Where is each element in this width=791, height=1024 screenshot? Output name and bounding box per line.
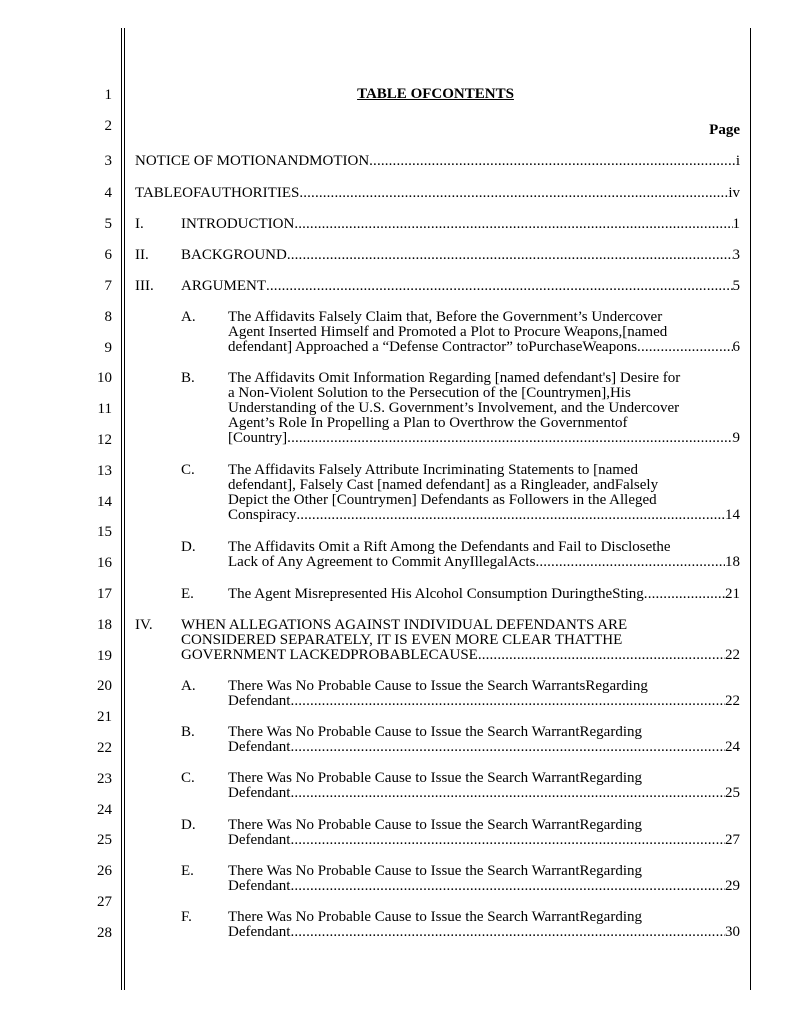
toc-entry-text: NOTICE OF MOTIONANDMOTION (135, 153, 370, 169)
line-number: 17 (97, 586, 112, 602)
toc-entry-line: Agent’s Role In Propelling a Plan to Overthrow the Governmentof (228, 415, 628, 431)
toc-entry-line: Depict the Other [Countrymen] Defendants as Followers in the Alleged (228, 492, 657, 508)
line-number: 15 (97, 524, 112, 540)
line-number: 13 (97, 463, 112, 479)
line-number: 21 (97, 709, 112, 725)
toc-entry-argument-c (228, 463, 740, 523)
toc-entry-notice (135, 154, 740, 169)
subsection-letter: A. (181, 678, 196, 694)
toc-entry-text: BACKGROUND (181, 247, 287, 263)
dot-leader (299, 186, 728, 201)
section-number: I. (135, 216, 144, 232)
line-number: 8 (104, 309, 112, 325)
line-number: 12 (97, 432, 112, 448)
toc-entry-line: Agent Inserted Himself and Promoted a Plot to Procure Weapons,[named (228, 324, 668, 340)
right-margin-rule (750, 28, 751, 990)
toc-entry-text: TABLEOFAUTHORITIES (135, 185, 300, 201)
toc-entry-text: INTRODUCTION (181, 216, 295, 232)
toc-entry-line: The Affidavits Omit Information Regarding [named defendant's] Desire for (228, 370, 681, 386)
subsection-letter: D. (181, 817, 196, 833)
dot-leader (294, 217, 732, 232)
toc-entry-line: The Affidavits Falsely Claim that, Before the Government’s Undercover (228, 309, 663, 325)
dot-leader (290, 925, 725, 940)
toc-entry-argument-d (228, 540, 740, 570)
toc-page-number: 21 (725, 586, 740, 602)
section-number: II. (135, 247, 149, 263)
line-number: 19 (97, 648, 112, 664)
toc-page-number: 22 (725, 693, 740, 709)
left-margin-rule-inner (124, 28, 125, 990)
toc-page-number: 24 (725, 739, 740, 755)
toc-entry-iv-f (228, 910, 740, 940)
dot-leader (287, 248, 733, 263)
dot-leader (535, 555, 725, 570)
toc-entry-text: Defendant (228, 878, 291, 894)
dot-leader (637, 340, 732, 355)
line-number: 25 (97, 832, 112, 848)
subsection-letter: B. (181, 724, 195, 740)
subsection-letter: C. (181, 462, 195, 478)
toc-entry-argument (181, 279, 740, 294)
toc-page-number: 3 (732, 247, 740, 263)
line-number: 18 (97, 617, 112, 633)
toc-entry-line: There Was No Probable Cause to Issue the Search WarrantRegarding (228, 909, 642, 925)
line-number: 28 (97, 925, 112, 941)
toc-entry-text: GOVERNMENT LACKEDPROBABLECAUSE (181, 647, 478, 663)
line-number: 14 (97, 494, 112, 510)
toc-page-number: 6 (732, 339, 740, 355)
toc-page-number: 25 (725, 785, 740, 801)
toc-entry-line: There Was No Probable Cause to Issue the Search WarrantsRegarding (228, 678, 648, 694)
toc-entry-line: The Affidavits Falsely Attribute Incriminating Statements to [named (228, 462, 639, 478)
section-number: III. (135, 278, 154, 294)
toc-entry-section-iv (181, 618, 740, 663)
line-number: 26 (97, 863, 112, 879)
toc-entry-line: a Non-Violent Solution to the Persecution of the [Countrymen],His (228, 385, 631, 401)
toc-page-number: 9 (732, 430, 740, 446)
toc-entry-text: defendant] Approached a “Defense Contractor” toPurchaseWeapons (228, 339, 638, 355)
subsection-letter: E. (181, 586, 194, 602)
toc-page-number: 30 (725, 924, 740, 940)
toc-entry-line: WHEN ALLEGATIONS AGAINST INDIVIDUAL DEFENDANTS ARE (181, 617, 628, 633)
toc-entry-text: Defendant (228, 739, 291, 755)
dot-leader (290, 786, 725, 801)
toc-page-number: 14 (725, 507, 740, 523)
section-number: IV. (135, 617, 153, 633)
dot-leader (266, 279, 733, 294)
toc-entry-iv-d (228, 818, 740, 848)
toc-entry-argument-e (228, 587, 740, 602)
dot-leader (296, 508, 725, 523)
toc-entry-argument-b (228, 371, 740, 446)
line-number: 5 (104, 216, 112, 232)
dot-leader (290, 694, 725, 709)
line-number: 9 (104, 340, 112, 356)
toc-entry-line: There Was No Probable Cause to Issue the Search WarrantRegarding (228, 724, 642, 740)
toc-entry-authorities (135, 186, 740, 201)
line-number: 6 (104, 247, 112, 263)
toc-entry-line: Understanding of the U.S. Government’s Involvement, and the Undercover (228, 400, 680, 416)
dot-leader (290, 833, 725, 848)
toc-entry-line: There Was No Probable Cause to Issue the Search WarrantRegarding (228, 770, 642, 786)
subsection-letter: E. (181, 863, 194, 879)
toc-entry-text: Defendant (228, 924, 291, 940)
dot-leader (290, 879, 725, 894)
line-number: 2 (104, 118, 112, 134)
line-number: 4 (104, 185, 112, 201)
subsection-letter: F. (181, 909, 192, 925)
toc-entry-line: There Was No Probable Cause to Issue the Search WarrantRegarding (228, 863, 642, 879)
toc-entry-text: ARGUMENT (181, 278, 266, 294)
toc-entry-text: Defendant (228, 785, 291, 801)
line-number: 1 (104, 87, 112, 103)
dot-leader (290, 740, 725, 755)
dot-leader (369, 154, 736, 169)
toc-entry-introduction (181, 217, 740, 232)
toc-entry-argument-a (228, 310, 740, 355)
line-number: 11 (97, 401, 112, 417)
dot-leader (287, 431, 732, 446)
toc-entry-text: Conspiracy (228, 507, 297, 523)
subsection-letter: D. (181, 539, 196, 555)
left-margin-rule-outer (121, 28, 122, 990)
toc-entry-line: CONSIDERED SEPARATELY, IT IS EVEN MORE CLEAR THATTHE (181, 632, 623, 648)
line-number: 16 (97, 555, 112, 571)
toc-entry-text: Defendant (228, 693, 291, 709)
line-number: 7 (104, 278, 112, 294)
toc-entry-iv-e (228, 864, 740, 894)
line-number: 3 (104, 153, 112, 169)
line-number: 22 (97, 740, 112, 756)
toc-entry-text: Defendant (228, 832, 291, 848)
line-number: 20 (97, 678, 112, 694)
page-column-heading: Page (709, 122, 740, 138)
toc-entry-text: [Country] (228, 430, 288, 446)
subsection-letter: C. (181, 770, 195, 786)
toc-entry-line: The Affidavits Omit a Rift Among the Defendants and Fail to Disclosethe (228, 539, 671, 555)
toc-page-number: 18 (725, 554, 740, 570)
subsection-letter: B. (181, 370, 195, 386)
toc-page-number: 29 (725, 878, 740, 894)
toc-page-number: iv (728, 185, 740, 201)
toc-page-number: i (735, 153, 740, 169)
toc-page-number: 22 (725, 647, 740, 663)
toc-entry-text: The Agent Misrepresented His Alcohol Consumption DuringtheSting (228, 586, 644, 602)
toc-title: TABLE OFCONTENTS (357, 86, 514, 102)
toc-entry-iv-b (228, 725, 740, 755)
toc-entry-line: There Was No Probable Cause to Issue the Search WarrantRegarding (228, 817, 642, 833)
toc-entry-line: defendant], Falsely Cast [named defendant] as a Ringleader, andFalsely (228, 477, 659, 493)
toc-page-number: 27 (725, 832, 740, 848)
toc-page-number: 1 (732, 216, 740, 232)
subsection-letter: A. (181, 309, 196, 325)
line-number: 23 (97, 771, 112, 787)
line-number: 27 (97, 894, 112, 910)
toc-entry-iv-a (228, 679, 740, 709)
dot-leader (644, 587, 725, 602)
toc-page-number: 5 (732, 278, 740, 294)
toc-entry-iv-c (228, 771, 740, 801)
line-number: 24 (97, 802, 112, 818)
line-number: 10 (97, 370, 112, 386)
toc-entry-text: Lack of Any Agreement to Commit AnyIllegalActs (228, 554, 536, 570)
dot-leader (478, 648, 725, 663)
toc-entry-background (181, 248, 740, 263)
